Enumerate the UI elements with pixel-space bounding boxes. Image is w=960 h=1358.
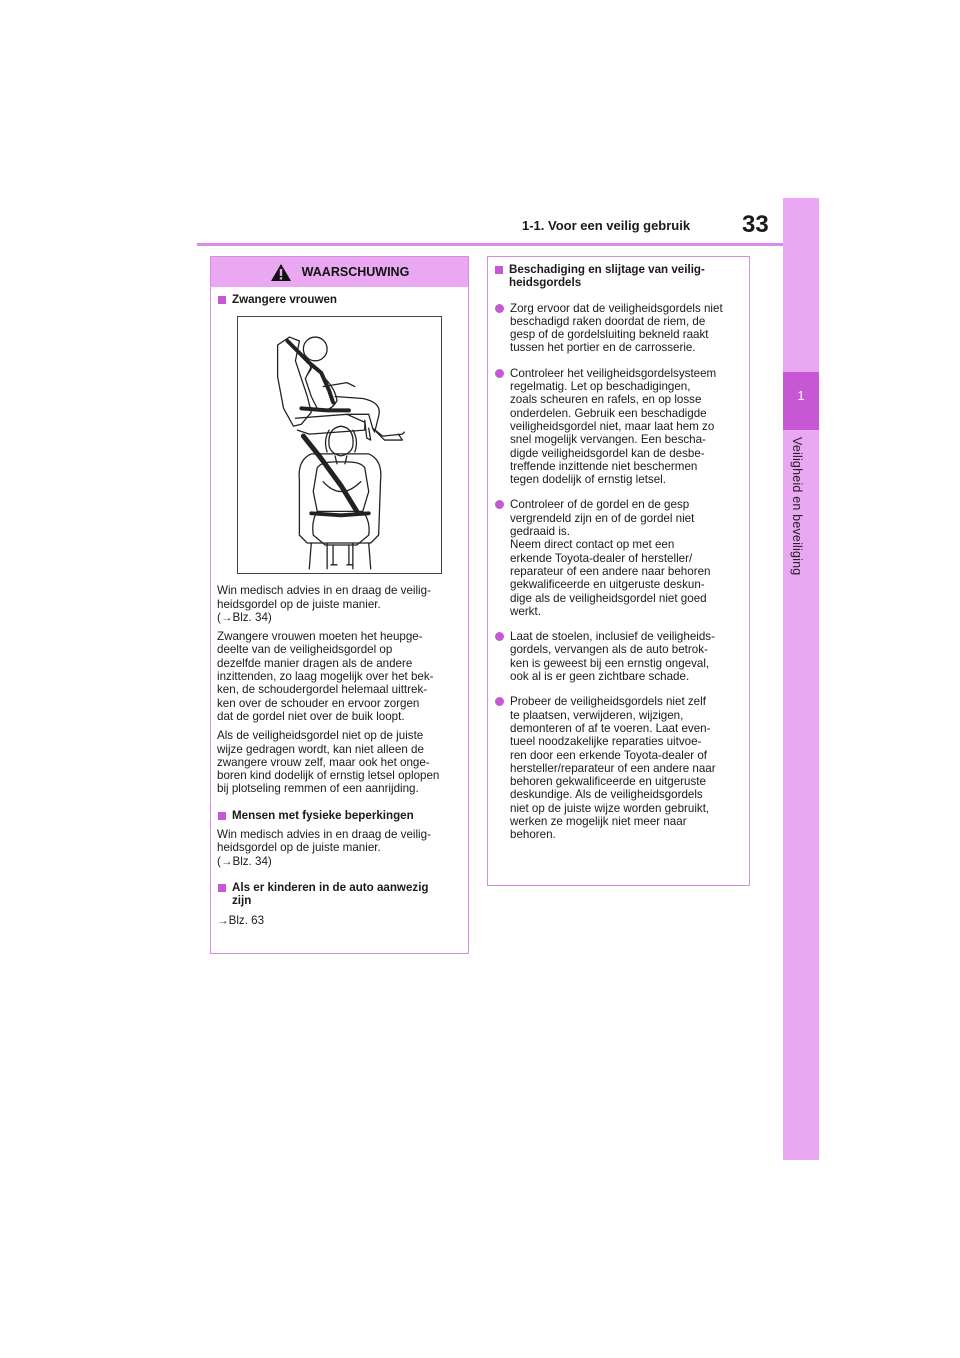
round-bullet-icon xyxy=(495,632,504,641)
heading-children xyxy=(217,881,462,908)
pregnant-woman-seatbelt-illustration xyxy=(238,317,441,573)
page-reference: →Blz. 63 xyxy=(217,913,265,927)
section-title: 1-1. Voor een veilig gebruik xyxy=(522,218,691,233)
heading-text: Als er kinderen in de auto aanwezig zijn xyxy=(232,880,429,908)
round-bullet-icon xyxy=(495,697,504,706)
warning-header xyxy=(211,257,468,287)
chapter-number: 1 xyxy=(797,388,805,403)
list-item-text: Laat de stoelen, inclusief de veiligheids- gordels, vervangen als de auto betrok- ken is geweest bij een ernstig ongeval, ook al is er geen zichtbare schade. xyxy=(510,630,715,684)
seatbelt-illustration xyxy=(237,316,442,574)
list-item xyxy=(494,302,741,355)
heading-disabilities xyxy=(217,809,462,822)
list-item-text: Controleer of de gordel en de gesp vergrendeld zijn en of de gordel niet gedraaid is. Neem direct contact op met een erkende Toyota-dealer of hersteller/ reparateur of een andere naar behoren gekwalificeerde en uitgeruste deskun- dige als de veiligheidsgordel niet goed werkt. xyxy=(510,498,711,618)
round-bullet-icon xyxy=(495,304,504,313)
list-item-text: Zorg ervoor dat de veiligheidsgordels niet beschadigd raken doordat de riem, de gesp of de gordelsluiting bekneld raakt tussen het portier en de carrosserie. xyxy=(510,301,723,355)
warning-box xyxy=(210,256,469,954)
warning-title: WAARSCHUWING xyxy=(301,265,410,279)
list-item xyxy=(494,630,741,683)
round-bullet-icon xyxy=(495,369,504,378)
list-item xyxy=(494,498,741,618)
paragraph: Win medisch advies in en draag de veilig- heidsgordel op de juiste manier. (→Blz. 34) xyxy=(217,828,431,868)
heading-text: Beschadiging en slijtage van veilig- heidsgordels xyxy=(509,263,705,290)
warning-triangle-icon xyxy=(270,263,292,282)
list-item-text: Probeer de veiligheidsgordels niet zelf te plaatsen, verwijderen, wijzigen, demonteren of af te voeren. Laat even- tueel noodzakelijke reparaties uitvoe- ren door een erkende Toyota-dealer of hersteller/reparateur of een andere naar behoren gekwalificeerde en uitgeruste deskundige. Als de veiligheidsgordels niet op de juiste wijze worden gebruikt, werken ze mogelijk niet meer naar behoren. xyxy=(510,695,716,842)
list-item xyxy=(494,367,741,487)
paragraph: Win medisch advies in en draag de veilig- heidsgordel op de juiste manier. (→Blz. 34) xyxy=(217,584,431,624)
heading-pregnant xyxy=(217,293,462,306)
chapter-label: Veiligheid en beveiliging xyxy=(790,437,804,576)
page-number: 33 xyxy=(742,211,769,238)
square-bullet-icon xyxy=(218,812,226,820)
heading-seatbelt-damage xyxy=(494,263,741,290)
square-bullet-icon xyxy=(495,266,503,274)
square-bullet-icon xyxy=(218,884,226,892)
chapter-side-tab xyxy=(783,198,819,1160)
square-bullet-icon xyxy=(218,296,226,304)
list-item-text: Controleer het veiligheidsgordelsysteem regelmatig. Let op beschadigingen, zoals scheuren en rafels, en op losse onderdelen. Gebruik een beschadigde veiligheidsgordel niet, maar laat hem zo snel mogelijk vervangen. Een bescha- digde veiligheidsgordel kan de desbe- treffende inzittende niet beschermen tegen dodelijk of ernstig letsel. xyxy=(510,366,717,487)
paragraph: Als de veiligheidsgordel niet op de juiste wijze gedragen wordt, kan niet alleen de zwangere vrouw zelf, maar ook het onge- boren kind dodelijk of ernstig letsel oplopen bij plotseling remmen of een aanrijding. xyxy=(217,729,440,796)
heading-text: Zwangere vrouwen xyxy=(232,293,338,306)
header-rule xyxy=(197,243,783,246)
list-item xyxy=(494,695,741,841)
round-bullet-icon xyxy=(495,500,504,509)
paragraph: Zwangere vrouwen moeten het heupge- deelte van de veiligheidsgordel op dezelfde manier dragen als de andere inzittenden, zo laag mogelijk over het bek- ken, de schoudergordel helemaal uittrek- ken over de schouder en ervoor zorgen dat de gordel niet over de buik loopt. xyxy=(217,630,434,723)
seatbelt-damage-box xyxy=(487,256,750,886)
heading-text: Mensen met fysieke beperkingen xyxy=(232,808,414,822)
